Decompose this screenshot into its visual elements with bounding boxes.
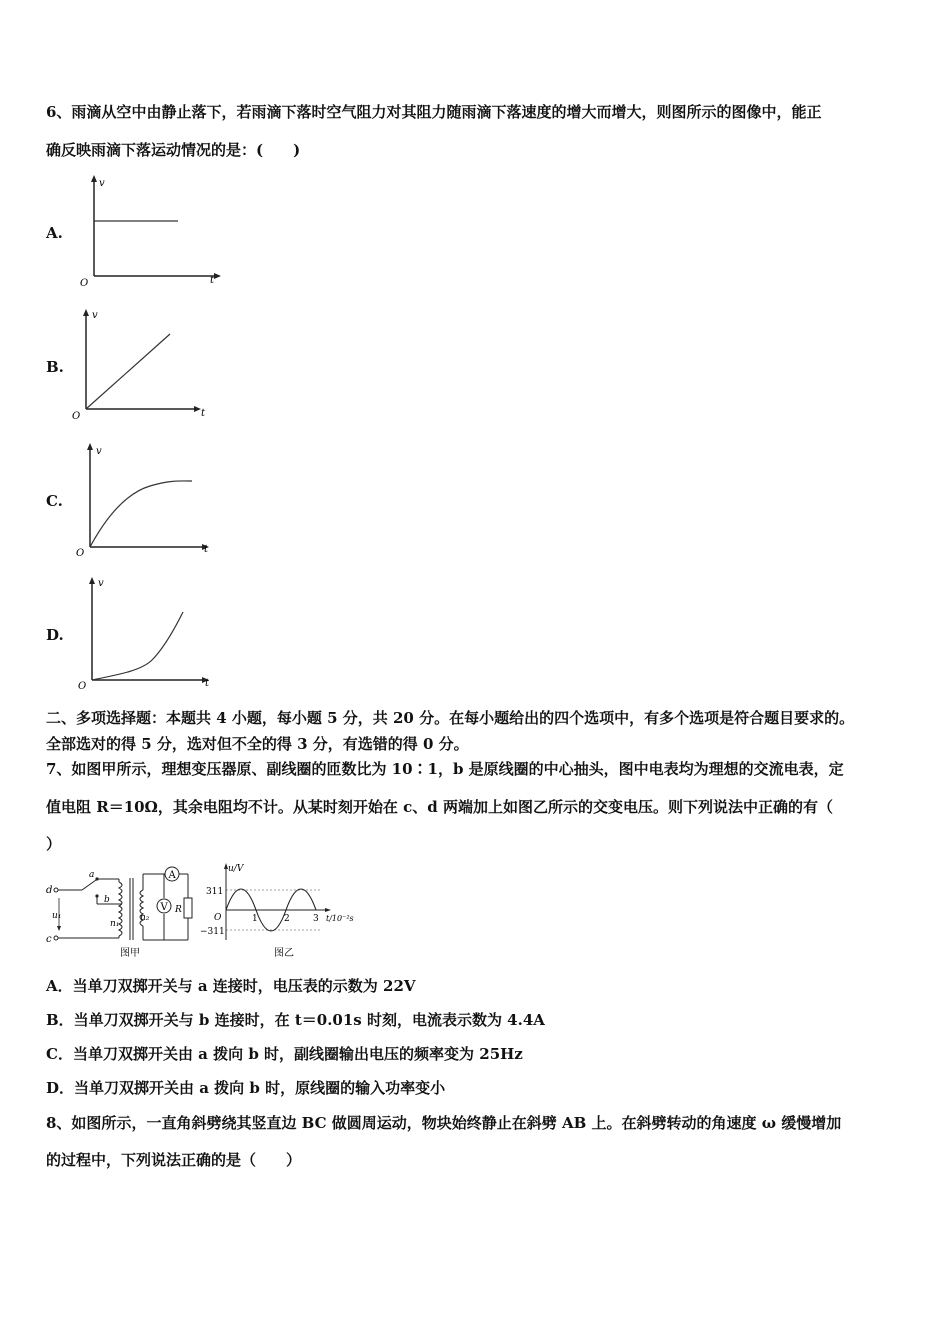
yi-xlabel: t/10⁻²s: [326, 914, 354, 923]
yi-tick-3: 3: [313, 914, 319, 924]
graph-d-curve: [92, 612, 183, 680]
q7-option-c[interactable]: C．当单刀双掷开关由 a 拨向 b 时，副线圈输出电压的频率变为 25Hz: [46, 1045, 523, 1063]
graph-c-v-label: v: [96, 446, 102, 457]
graph-d-v-label: v: [98, 578, 104, 589]
section2-line2: 全部选对的得 5 分，选对但不全的得 3 分，有选错的得 0 分。: [46, 735, 469, 753]
graph-b-v-label: v: [92, 310, 98, 321]
terminal-d-label: d: [46, 885, 53, 896]
q7-text-line3: ）: [46, 835, 62, 853]
n2-label: n₂: [140, 913, 150, 923]
q6-graph-c: [70, 440, 220, 558]
q7-option-b[interactable]: B．当单刀双掷开关与 b 连接时，在 t＝0.01s 时刻，电流表示数为 4.4A: [46, 1011, 545, 1029]
switch-b-label: b: [104, 895, 110, 905]
graph-b-t-label: t: [201, 408, 206, 419]
q7-text-line2: 值电阻 R＝10Ω，其余电阻均不计。从某时刻开始在 c、d 两端加上如图乙所示的交变电压。则下列说法中正确的有（: [46, 798, 833, 816]
q6-option-c-label[interactable]: C.: [46, 492, 63, 510]
graph-c-curve: [90, 481, 192, 547]
yi-ylabel: u/V: [228, 864, 244, 874]
graph-a-t-label: t: [210, 275, 215, 286]
graph-c-origin: O: [76, 548, 85, 558]
graph-d-t-label: t: [205, 678, 210, 689]
q6-option-b-label[interactable]: B.: [46, 358, 64, 376]
q6-graph-a: [74, 172, 224, 287]
yi-ymax: 311: [206, 887, 224, 897]
u1-label: u₁: [52, 911, 62, 921]
q6-option-a-label[interactable]: A.: [46, 224, 63, 242]
q7-figure-jia: [44, 860, 204, 960]
q6-option-d-label[interactable]: D.: [46, 626, 64, 644]
q6-graph-b: [66, 306, 216, 421]
voltmeter-label: V: [160, 902, 168, 913]
q6-text-line1: 6、雨滴从空中由静止落下，若雨滴下落时空气阻力对其阻力随雨滴下落速度的增大而增大，则图所示的图像中，能正: [46, 103, 822, 121]
graph-c-t-label: t: [204, 544, 209, 555]
graph-b-origin: O: [72, 411, 81, 421]
graph-a-v-label: v: [99, 178, 105, 189]
terminal-c-label: c: [46, 934, 52, 945]
yi-tick-1: 1: [252, 914, 258, 924]
primary-coil: [119, 882, 122, 936]
ammeter-label: A: [168, 870, 176, 881]
q7-option-d[interactable]: D．当单刀双掷开关由 a 拨向 b 时，原线圈的输入功率变小: [46, 1079, 446, 1097]
resistor-label: R: [175, 905, 182, 915]
q6-text-line2: 确反映雨滴下落运动情况的是：( ): [46, 141, 301, 159]
switch-a-label: a: [89, 870, 95, 880]
q7-text-line1: 7、如图甲所示，理想变压器原、副线圈的匝数比为 10∶1，b 是原线圈的中心抽头，图中电表均为理想的交流电表，定: [46, 760, 844, 778]
q7-figure-yi: [198, 860, 364, 960]
fig-jia-caption: 图甲: [120, 948, 140, 959]
fig-yi-caption: 图乙: [274, 948, 294, 959]
q8-text-line1: 8、如图所示，一直角斜劈绕其竖直边 BC 做圆周运动，物块始终静止在斜劈 AB 上。在斜劈转动的角速度 ω 缓慢增加: [46, 1114, 842, 1132]
q7-option-a[interactable]: A．当单刀双掷开关与 a 连接时，电压表的示数为 22V: [46, 977, 416, 995]
switch-blade: [82, 880, 96, 890]
q8-text-line2: 的过程中，下列说法正确的是（ ）: [46, 1151, 302, 1169]
graph-a-origin: O: [80, 278, 89, 287]
resistor-icon: [184, 898, 192, 918]
yi-tick-2: 2: [284, 914, 290, 924]
q6-graph-d: [72, 574, 222, 690]
n1-label: n₁: [110, 919, 120, 929]
yi-origin: O: [214, 913, 222, 923]
yi-ymin: −311: [200, 927, 225, 937]
section2-line1: 二、多项选择题：本题共 4 小题，每小题 5 分，共 20 分。在每小题给出的四个选项中，有多个选项是符合题目要求的。: [46, 709, 855, 727]
graph-d-origin: O: [78, 681, 87, 690]
graph-b-curve: [86, 334, 170, 409]
